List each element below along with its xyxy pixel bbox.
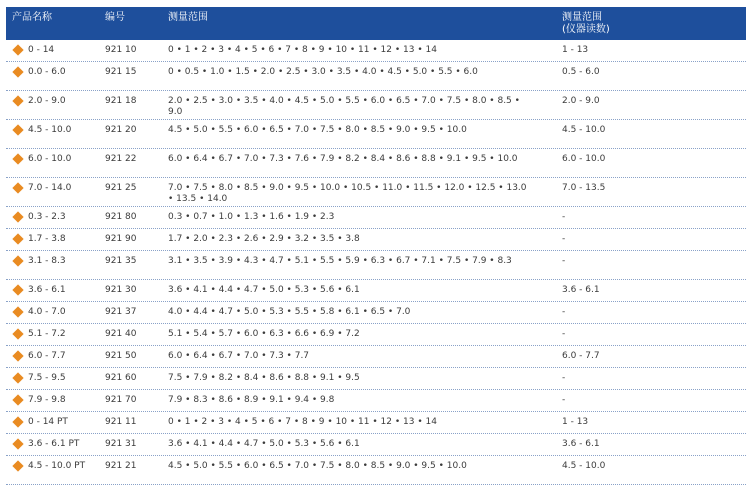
table-header	[6, 7, 746, 40]
product-code: 921 80	[105, 212, 137, 222]
table-row	[6, 434, 746, 456]
product-code: 921 37	[105, 307, 137, 317]
bullet-diamond-icon	[12, 66, 23, 77]
bullet-diamond-icon	[12, 372, 23, 383]
product-code: 921 21	[105, 461, 137, 471]
table-row	[6, 120, 746, 149]
bullet-diamond-icon	[12, 350, 23, 361]
product-code: 921 70	[105, 395, 137, 405]
measure-range: 4.0 • 4.4 • 4.7 • 5.0 • 5.3 • 5.5 • 5.8 • 6.1 • 6.5 • 7.0	[168, 307, 411, 317]
bullet-diamond-icon	[12, 153, 23, 164]
bullet-diamond-icon	[12, 328, 23, 339]
reading-range: -	[562, 307, 566, 317]
header-reading-line2: (仪器读数)	[562, 24, 610, 35]
table-row	[6, 207, 746, 229]
reading-range: -	[562, 256, 566, 266]
table-row	[6, 40, 746, 62]
product-code: 921 10	[105, 45, 137, 55]
product-table	[6, 7, 746, 485]
measure-range: 1.7 • 2.0 • 2.3 • 2.6 • 2.9 • 3.2 • 3.5 • 3.8	[168, 234, 360, 244]
reading-range: -	[562, 234, 566, 244]
product-name: 3.6 - 6.1 PT	[28, 439, 80, 449]
bullet-diamond-icon	[12, 44, 23, 55]
header-code: 编号	[105, 12, 125, 23]
bullet-diamond-icon	[12, 284, 23, 295]
reading-range: -	[562, 395, 566, 405]
bullet-diamond-icon	[12, 460, 23, 471]
product-name: 6.0 - 7.7	[28, 351, 66, 361]
reading-range: 3.6 - 6.1	[562, 285, 600, 295]
table-row	[6, 62, 746, 91]
table-row	[6, 302, 746, 324]
bullet-diamond-icon	[12, 394, 23, 405]
measure-range: 3.1 • 3.5 • 3.9 • 4.3 • 4.7 • 5.1 • 5.5 • 5.9 • 6.3 • 6.7 • 7.1 • 7.5 • 7.9 • 8.3	[168, 256, 512, 266]
product-code: 921 90	[105, 234, 137, 244]
product-name: 7.9 - 9.8	[28, 395, 66, 405]
measure-range: 6.0 • 6.4 • 6.7 • 7.0 • 7.3 • 7.6 • 7.9 • 8.2 • 8.4 • 8.6 • 8.8 • 9.1 • 9.5 • 10.0	[168, 154, 518, 164]
measure-range: 7.5 • 7.9 • 8.2 • 8.4 • 8.6 • 8.8 • 9.1 • 9.5	[168, 373, 360, 383]
product-code: 921 20	[105, 125, 137, 135]
bullet-diamond-icon	[12, 95, 23, 106]
product-name: 5.1 - 7.2	[28, 329, 66, 339]
product-name: 1.7 - 3.8	[28, 234, 66, 244]
table-row	[6, 346, 746, 368]
reading-range: 1 - 13	[562, 417, 589, 427]
table-row	[6, 91, 746, 120]
header-reading	[562, 12, 610, 36]
product-name: 0.0 - 6.0	[28, 67, 66, 77]
product-code: 921 35	[105, 256, 137, 266]
reading-range: -	[562, 373, 566, 383]
reading-range: 4.5 - 10.0	[562, 125, 606, 135]
product-name: 3.6 - 6.1	[28, 285, 66, 295]
reading-range: 7.0 - 13.5	[562, 183, 606, 193]
measure-range: 2.0 • 2.5 • 3.0 • 3.5 • 4.0 • 4.5 • 5.0 • 5.5 • 6.0 • 6.5 • 7.0 • 7.5 • 8.0 • 8.5 • 9.0	[168, 96, 520, 117]
table-row	[6, 251, 746, 280]
bullet-diamond-icon	[12, 182, 23, 193]
product-code: 921 31	[105, 439, 137, 449]
product-code: 921 30	[105, 285, 137, 295]
measure-range: 7.9 • 8.3 • 8.6 • 8.9 • 9.1 • 9.4 • 9.8	[168, 395, 335, 405]
measure-range: 4.5 • 5.0 • 5.5 • 6.0 • 6.5 • 7.0 • 7.5 • 8.0 • 8.5 • 9.0 • 9.5 • 10.0	[168, 125, 467, 135]
measure-range: 4.5 • 5.0 • 5.5 • 6.0 • 6.5 • 7.0 • 7.5 • 8.0 • 8.5 • 9.0 • 9.5 • 10.0	[168, 461, 467, 471]
bullet-diamond-icon	[12, 255, 23, 266]
product-name: 4.5 - 10.0 PT	[28, 461, 86, 471]
reading-range: 3.6 - 6.1	[562, 439, 600, 449]
table-row	[6, 229, 746, 251]
measure-range: 0.3 • 0.7 • 1.0 • 1.3 • 1.6 • 1.9 • 2.3	[168, 212, 335, 222]
bullet-diamond-icon	[12, 416, 23, 427]
header-range: 测量范围	[168, 12, 208, 23]
measure-range: 0 • 1 • 2 • 3 • 4 • 5 • 6 • 7 • 8 • 9 • 10 • 11 • 12 • 13 • 14	[168, 45, 437, 55]
measure-range: 0 • 1 • 2 • 3 • 4 • 5 • 6 • 7 • 8 • 9 • 10 • 11 • 12 • 13 • 14	[168, 417, 437, 427]
reading-range: 6.0 - 7.7	[562, 351, 600, 361]
product-code: 921 15	[105, 67, 137, 77]
bullet-diamond-icon	[12, 438, 23, 449]
product-name: 0 - 14 PT	[28, 417, 68, 427]
table-row	[6, 178, 746, 207]
table-body	[6, 40, 746, 485]
reading-range: 0.5 - 6.0	[562, 67, 600, 77]
measure-range: 7.0 • 7.5 • 8.0 • 8.5 • 9.0 • 9.5 • 10.0 • 10.5 • 11.0 • 11.5 • 12.0 • 12.5 • 13.0 • 13.5 • 14.0	[168, 183, 527, 204]
product-code: 921 60	[105, 373, 137, 383]
product-name: 0 - 14	[28, 45, 55, 55]
product-name: 7.5 - 9.5	[28, 373, 66, 383]
bullet-diamond-icon	[12, 233, 23, 244]
reading-range: 1 - 13	[562, 45, 589, 55]
product-name: 4.0 - 7.0	[28, 307, 66, 317]
bullet-diamond-icon	[12, 211, 23, 222]
table-row	[6, 390, 746, 412]
product-name: 4.5 - 10.0	[28, 125, 72, 135]
reading-range: 4.5 - 10.0	[562, 461, 606, 471]
table-row	[6, 280, 746, 302]
product-code: 921 18	[105, 96, 137, 106]
table-row	[6, 412, 746, 434]
bullet-diamond-icon	[12, 306, 23, 317]
bullet-diamond-icon	[12, 124, 23, 135]
reading-range: 2.0 - 9.0	[562, 96, 600, 106]
reading-range: -	[562, 329, 566, 339]
measure-range: 6.0 • 6.4 • 6.7 • 7.0 • 7.3 • 7.7	[168, 351, 310, 361]
product-name: 3.1 - 8.3	[28, 256, 66, 266]
table-row	[6, 324, 746, 346]
product-name: 2.0 - 9.0	[28, 96, 66, 106]
table-row	[6, 368, 746, 390]
product-code: 921 25	[105, 183, 137, 193]
header-reading-line1: 测量范围	[562, 12, 602, 23]
product-code: 921 50	[105, 351, 137, 361]
product-code: 921 40	[105, 329, 137, 339]
measure-range: 5.1 • 5.4 • 5.7 • 6.0 • 6.3 • 6.6 • 6.9 • 7.2	[168, 329, 360, 339]
product-name: 6.0 - 10.0	[28, 154, 72, 164]
product-name: 0.3 - 2.3	[28, 212, 66, 222]
measure-range: 3.6 • 4.1 • 4.4 • 4.7 • 5.0 • 5.3 • 5.6 • 6.1	[168, 285, 360, 295]
header-product-name: 产品名称	[12, 12, 52, 23]
reading-range: 6.0 - 10.0	[562, 154, 606, 164]
table-row	[6, 149, 746, 178]
product-code: 921 22	[105, 154, 137, 164]
measure-range: 0 • 0.5 • 1.0 • 1.5 • 2.0 • 2.5 • 3.0 • 3.5 • 4.0 • 4.5 • 5.0 • 5.5 • 6.0	[168, 67, 478, 77]
product-code: 921 11	[105, 417, 137, 427]
product-name: 7.0 - 14.0	[28, 183, 72, 193]
reading-range: -	[562, 212, 566, 222]
measure-range: 3.6 • 4.1 • 4.4 • 4.7 • 5.0 • 5.3 • 5.6 • 6.1	[168, 439, 360, 449]
